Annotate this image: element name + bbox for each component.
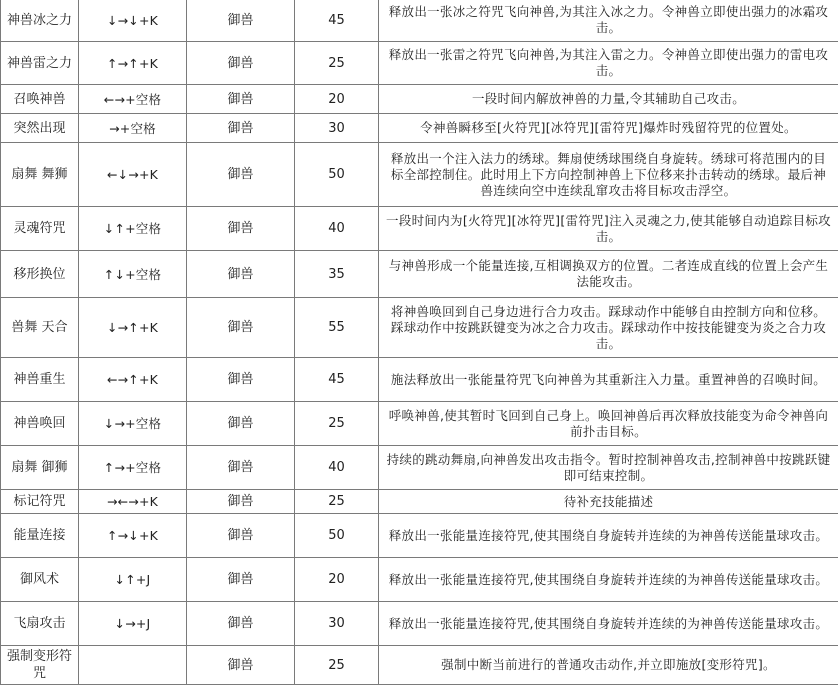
skill-description-cell: 将神兽唤回到自己身边进行合力攻击。踩球动作中能够自由控制方向和位移。踩球动作中按跳跃键变为冰之合力攻击。踩球动作中按技能键变为炎之合力攻击。 — [379, 298, 838, 358]
skill-name-cell: 强制变形符咒 — [1, 646, 79, 685]
skill-category-cell: 御兽 — [187, 402, 295, 446]
skill-cost-cell: 35 — [295, 251, 379, 298]
skill-name-cell: 召唤神兽 — [1, 85, 79, 114]
skill-row — [1, 207, 838, 251]
skill-category-cell: 御兽 — [187, 42, 295, 85]
skill-cost-cell: 50 — [295, 514, 379, 558]
skill-row — [1, 446, 838, 490]
skill-name-cell: 飞扇攻击 — [1, 602, 79, 646]
skill-description-cell: 释放出一张冰之符咒飞向神兽,为其注入冰之力。令神兽立即使出强力的冰霜攻击。 — [379, 0, 838, 42]
skill-row — [1, 490, 838, 514]
skill-name-cell: 扇舞 御狮 — [1, 446, 79, 490]
skill-category-cell: 御兽 — [187, 251, 295, 298]
skill-description-cell: 与神兽形成一个能量连接,互相调换双方的位置。二者连成直线的位置上会产生法能攻击。 — [379, 251, 838, 298]
skill-keys-cell: ←↓→+K — [79, 143, 187, 207]
skill-name-cell: 御风术 — [1, 558, 79, 602]
skill-keys-cell: →←→+K — [79, 490, 187, 514]
skill-row — [1, 646, 838, 685]
skill-cost-cell: 25 — [295, 42, 379, 85]
skill-cost-cell: 20 — [295, 558, 379, 602]
skill-table-body — [1, 0, 838, 685]
skill-keys-cell: ↓↑+J — [79, 558, 187, 602]
skill-category-cell: 御兽 — [187, 558, 295, 602]
skill-description-cell: 释放出一张雷之符咒飞向神兽,为其注入雷之力。令神兽立即使出强力的雷电攻击。 — [379, 42, 838, 85]
skill-category-cell: 御兽 — [187, 143, 295, 207]
skill-keys-cell — [79, 646, 187, 685]
skill-category-cell: 御兽 — [187, 358, 295, 402]
skill-keys-cell: ↑→↑+K — [79, 42, 187, 85]
skill-row — [1, 251, 838, 298]
skill-category-cell: 御兽 — [187, 446, 295, 490]
skill-keys-cell: ←→+空格 — [79, 85, 187, 114]
skill-cost-cell: 30 — [295, 114, 379, 143]
skill-category-cell: 御兽 — [187, 0, 295, 42]
skill-row — [1, 514, 838, 558]
skill-keys-cell: ←→↑+K — [79, 358, 187, 402]
skill-name-cell: 突然出现 — [1, 114, 79, 143]
skill-row — [1, 85, 838, 114]
skill-cost-cell: 25 — [295, 646, 379, 685]
skill-description-cell: 释放出一个注入法力的绣球。舞扇使绣球围绕自身旋转。绣球可将范围内的目标全部控制住。此时用上下方向控制神兽上下位移来扑击转动的绣球。最后神兽连续向空中连续乱窜攻击将目标攻击浮空。 — [379, 143, 838, 207]
skill-row — [1, 114, 838, 143]
skill-keys-cell: ↓→↓+K — [79, 0, 187, 42]
skill-cost-cell: 45 — [295, 0, 379, 42]
skill-row — [1, 402, 838, 446]
skill-description-cell: 一段时间内为[火符咒][冰符咒][雷符咒]注入灵魂之力,使其能够自动追踪目标攻击。 — [379, 207, 838, 251]
skill-cost-cell: 20 — [295, 85, 379, 114]
skill-category-cell: 御兽 — [187, 298, 295, 358]
skill-description-cell: 释放出一张能量连接符咒,使其围绕自身旋转并连续的为神兽传送能量球攻击。 — [379, 514, 838, 558]
skill-name-cell: 兽舞 天合 — [1, 298, 79, 358]
skill-row — [1, 558, 838, 602]
skill-name-cell: 扇舞 舞狮 — [1, 143, 79, 207]
skill-keys-cell: ↑↓+空格 — [79, 251, 187, 298]
skill-keys-cell: ↑→+空格 — [79, 446, 187, 490]
skill-keys-cell: ↓→+空格 — [79, 402, 187, 446]
skill-category-cell: 御兽 — [187, 490, 295, 514]
skill-row — [1, 298, 838, 358]
skill-name-cell: 神兽重生 — [1, 358, 79, 402]
skill-category-cell: 御兽 — [187, 114, 295, 143]
skill-name-cell: 标记符咒 — [1, 490, 79, 514]
skill-cost-cell: 30 — [295, 602, 379, 646]
skill-description-cell: 持续的跳动舞扇,向神兽发出攻击指令。暂时控制神兽攻击,控制神兽中按跳跃键即可结束控制。 — [379, 446, 838, 490]
skill-cost-cell: 25 — [295, 402, 379, 446]
skill-name-cell: 能量连接 — [1, 514, 79, 558]
skill-row — [1, 0, 838, 42]
skill-description-cell: 一段时间内解放神兽的力量,令其辅助自己攻击。 — [379, 85, 838, 114]
skill-name-cell: 灵魂符咒 — [1, 207, 79, 251]
skill-description-cell: 释放出一张能量连接符咒,使其围绕自身旋转并连续的为神兽传送能量球攻击。 — [379, 602, 838, 646]
skill-description-cell: 强制中断当前进行的普通攻击动作,并立即施放[变形符咒]。 — [379, 646, 838, 685]
skill-row — [1, 358, 838, 402]
skill-description-cell: 呼唤神兽,使其暂时飞回到自己身上。唤回神兽后再次释放技能变为命令神兽向前扑击目标。 — [379, 402, 838, 446]
skill-row — [1, 42, 838, 85]
skill-keys-cell: ↓↑+空格 — [79, 207, 187, 251]
skill-description-cell: 释放出一张能量连接符咒,使其围绕自身旋转并连续的为神兽传送能量球攻击。 — [379, 558, 838, 602]
skill-cost-cell: 40 — [295, 446, 379, 490]
skill-description-cell: 待补充技能描述 — [379, 490, 838, 514]
skill-name-cell: 神兽唤回 — [1, 402, 79, 446]
skill-category-cell: 御兽 — [187, 514, 295, 558]
skill-cost-cell: 40 — [295, 207, 379, 251]
skill-cost-cell: 50 — [295, 143, 379, 207]
skill-cost-cell: 25 — [295, 490, 379, 514]
skill-row — [1, 143, 838, 207]
skill-keys-cell: ↑→↓+K — [79, 514, 187, 558]
skill-category-cell: 御兽 — [187, 602, 295, 646]
skill-category-cell: 御兽 — [187, 207, 295, 251]
skill-keys-cell: ↓→+J — [79, 602, 187, 646]
skill-row — [1, 602, 838, 646]
skill-name-cell: 移形换位 — [1, 251, 79, 298]
skill-category-cell: 御兽 — [187, 646, 295, 685]
skill-description-cell: 施法释放出一张能量符咒飞向神兽为其重新注入力量。重置神兽的召唤时间。 — [379, 358, 838, 402]
skill-cost-cell: 45 — [295, 358, 379, 402]
skill-category-cell: 御兽 — [187, 85, 295, 114]
skill-description-cell: 令神兽瞬移至[火符咒][冰符咒][雷符咒]爆炸时残留符咒的位置处。 — [379, 114, 838, 143]
skill-cost-cell: 55 — [295, 298, 379, 358]
skill-keys-cell: ↓→↑+K — [79, 298, 187, 358]
skill-name-cell: 神兽雷之力 — [1, 42, 79, 85]
skill-keys-cell: →+空格 — [79, 114, 187, 143]
skill-name-cell: 神兽冰之力 — [1, 0, 79, 42]
